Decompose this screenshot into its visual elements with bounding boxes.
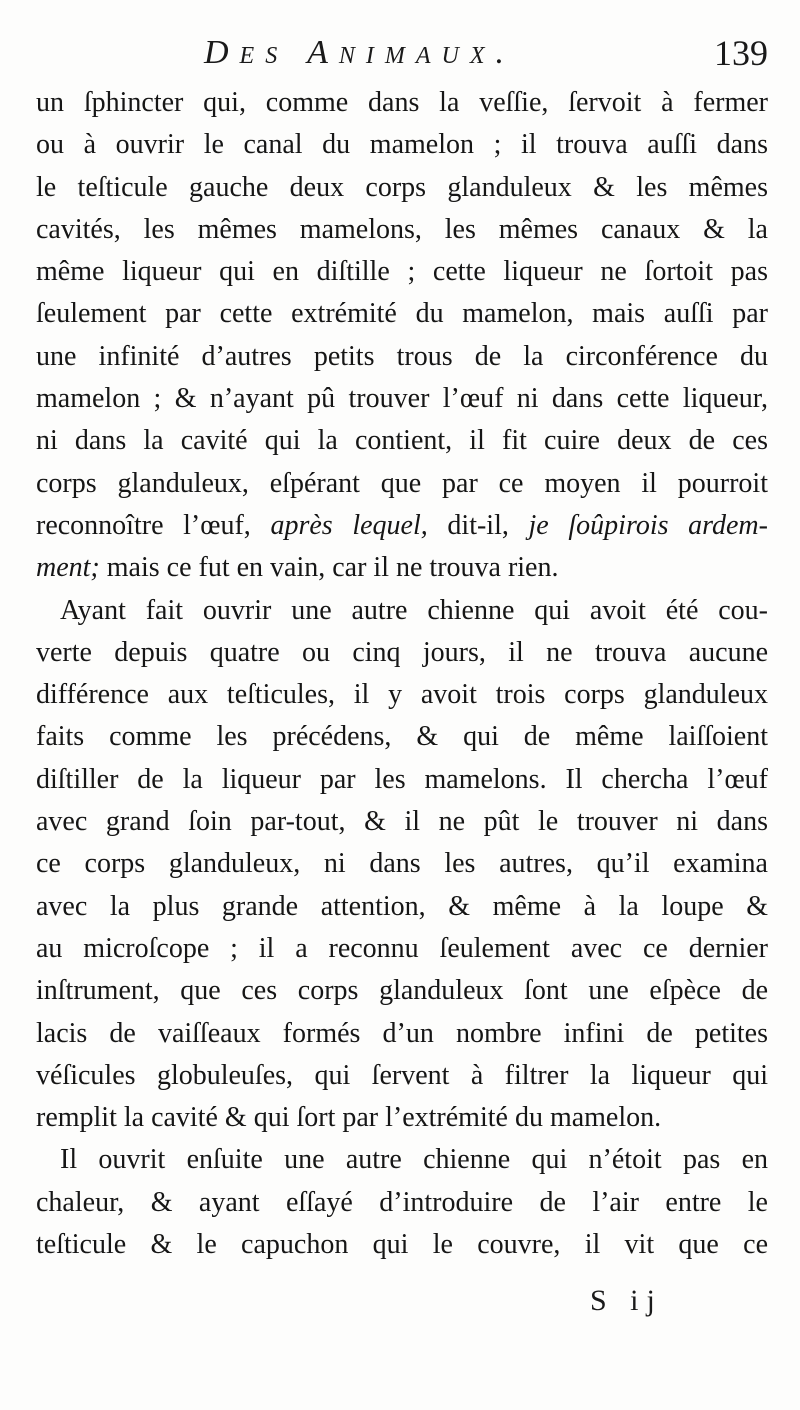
paragraph-3	[36, 1139, 768, 1266]
paragraph-1	[36, 82, 768, 590]
text-line: une infinité d’autres petits trous de la circonférence du	[36, 340, 768, 372]
text-line: lacis de vaiſſeaux formés d’un nombre infini de petites	[36, 1017, 768, 1049]
text-line: diſtiller de la liqueur par les mamelons. Il chercha l’œuf	[36, 763, 768, 795]
page-number: 139	[714, 33, 768, 73]
running-title: Des Animaux.	[204, 34, 516, 71]
text-line: même liqueur qui en diſtille ; cette liqueur ne ſortoit pas	[36, 256, 768, 288]
text-line: mamelon ; & n’ayant pû trouver l’œuf ni dans cette liqueur,	[36, 383, 768, 415]
text-line: ment; mais ce fut en vain, car il ne trouva rien.	[36, 552, 559, 584]
text-line: un ſphincter qui, comme dans la veſſie, ſervoit à fermer	[36, 87, 768, 118]
text-line: le teſticule gauche deux corps glanduleux & les mêmes	[36, 171, 768, 203]
text-line: au microſcope ; il a reconnu ſeulement avec ce dernier	[36, 932, 768, 964]
text-line: teſticule & le capuchon qui le couvre, il vit que ce	[36, 1229, 768, 1261]
text-line: Ayant fait ouvrir une autre chienne qui avoit été cou-	[60, 594, 768, 626]
text-line: ſeulement par cette extrémité du mamelon, mais auſſi par	[36, 298, 768, 330]
signature-mark: S ij	[590, 1284, 663, 1317]
text-line: différence aux teſticules, il y avoit trois corps glanduleux	[36, 679, 768, 711]
text-line: chaleur, & ayant eſſayé d’introduire de l’air entre le	[36, 1186, 768, 1218]
text-line: ou à ouvrir le canal du mamelon ; il trouva auſſi dans	[36, 129, 768, 161]
text-line: reconnoître l’œuf, après lequel, dit-il, je ſoûpirois ardem-	[36, 509, 768, 541]
text-line: ce corps glanduleux, ni dans les autres, qu’il examina	[36, 848, 768, 880]
text-line: avec grand ſoin par-tout, & il ne pût le trouver ni dans	[36, 806, 768, 838]
text-line: ni dans la cavité qui la contient, il fit cuire deux de ces	[36, 425, 768, 457]
paragraph-2	[36, 590, 768, 1140]
text-line: remplit la cavité & qui ſort par l’extrémité du mamelon.	[36, 1102, 662, 1134]
text-line: avec la plus grande attention, & même à la loupe &	[36, 890, 768, 922]
italic-quote: ment;	[36, 552, 100, 584]
text-line: corps glanduleux, eſpérant que par ce moyen il pourroit	[36, 467, 768, 499]
text-line: véſicules globuleuſes, qui ſervent à filtrer la liqueur qui	[36, 1059, 768, 1091]
running-head	[36, 32, 768, 80]
text-line: Il ouvrit enſuite une autre chienne qui n’étoit pas en	[60, 1144, 768, 1176]
text-line: verte depuis quatre ou cinq jours, il ne trouva aucune	[36, 636, 768, 668]
text-line: faits comme les précédens, & qui de même laiſſoient	[36, 721, 768, 753]
body-text	[36, 82, 768, 1266]
text-line: cavités, les mêmes mamelons, les mêmes canaux & la	[36, 213, 768, 245]
italic-quote: je ſoûpirois ardem-	[528, 509, 768, 541]
italic-quote: après lequel,	[270, 509, 428, 541]
text-line: inſtrument, que ces corps glanduleux ſont une eſpèce de	[36, 975, 768, 1007]
